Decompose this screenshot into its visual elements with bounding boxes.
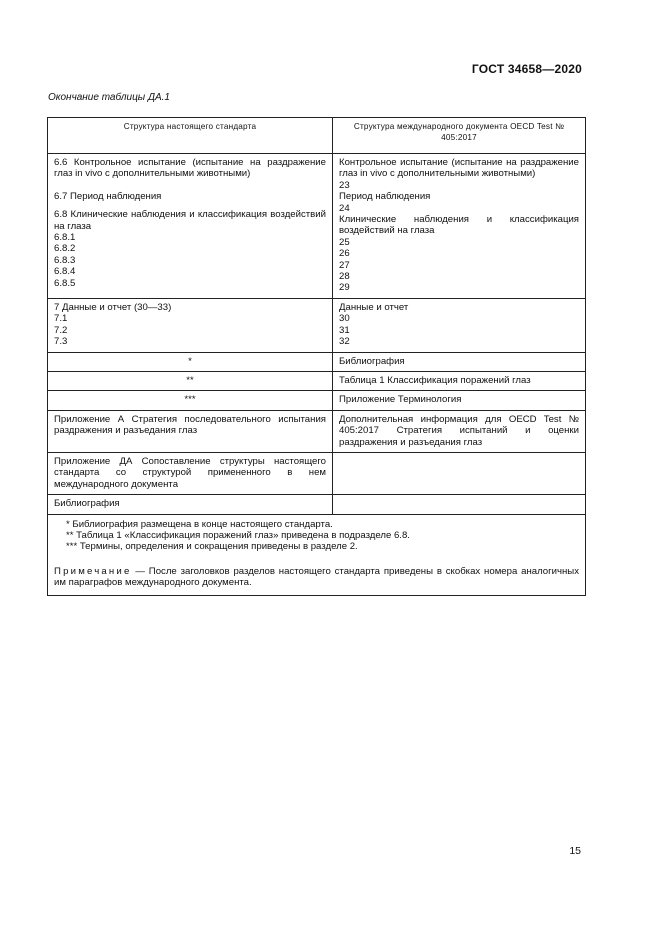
paragraph-number: 24 (339, 202, 350, 214)
section-item: 7.2 (54, 324, 68, 336)
footnote: ** Таблица 1 «Классификация поражений глаз» приведена в подразделе 6.8. (66, 529, 410, 541)
page-number: 15 (569, 845, 581, 857)
paragraph-number: 31 (339, 324, 350, 336)
paragraph-number: 25 (339, 236, 350, 248)
table-row (48, 298, 586, 352)
oecd-clinical-observations: Клинические наблюдения и классификация воздействий на глаза (339, 214, 579, 237)
row6-left-cell: Приложение А Стратегия последовательного испытания раздражения и разъедания глаз (48, 410, 333, 452)
row1-right-cell (333, 154, 586, 299)
row8-left-cell: Библиография (48, 495, 333, 514)
note-label: Примечание (54, 565, 132, 577)
note-text: — После заголовков разделов настоящего стандарта приведены в скобках номера аналогичных им параграфов международного документа. (54, 565, 579, 589)
row1-left-cell (48, 154, 333, 299)
paragraph-number: 29 (339, 282, 350, 294)
section-6-7: 6.7 Период наблюдения (54, 190, 162, 202)
section-item: 6.8.4 (54, 266, 76, 278)
section-item: 6.8.1 (54, 232, 76, 244)
section-item: 6.8.3 (54, 254, 76, 266)
section-item: 6.8.5 (54, 277, 76, 289)
table-row (48, 410, 586, 452)
row2-left-cell (48, 298, 333, 352)
section-6-8: 6.8 Клинические наблюдения и классификация воздействий на глаза (54, 209, 326, 232)
row4-left-cell: ** (48, 371, 333, 390)
row7-right-cell (333, 452, 586, 494)
row5-right-cell: Приложение Терминология (333, 391, 586, 410)
section-6-6: 6.6 Контрольное испытание (испытание на раздражение глаз in vivo с дополнительными животными) (54, 157, 326, 180)
table-note (54, 566, 579, 589)
row8-right-cell (333, 495, 586, 514)
table-row (48, 371, 586, 390)
row3-left-cell: * (48, 352, 333, 371)
footnote: * Библиография размещена в конце настоящего стандарта. (66, 518, 333, 530)
footnote: *** Термины, определения и сокращения приведены в разделе 2. (66, 541, 358, 553)
section-item: 7.1 (54, 313, 68, 325)
row5-left-cell: *** (48, 391, 333, 410)
comparison-table (47, 117, 586, 596)
paragraph-number: 30 (339, 313, 350, 325)
paragraph-number: 28 (339, 271, 350, 283)
paragraph-number: 27 (339, 259, 350, 271)
oecd-control-test: Контрольное испытание (испытание на раздражение глаз in vivo с дополнительными животными) (339, 157, 579, 180)
row7-left-cell: Приложение ДА Сопоставление структуры настоящего стандарта со структурой примененного в нем международного документа (48, 452, 333, 494)
row6-right-cell: Дополнительная информация для OECD Test № 405:2017 Стратегия испытаний и оценки раздражения и разъедания глаз (333, 410, 586, 452)
table-caption: Окончание таблицы ДА.1 (48, 92, 170, 103)
paragraph-number: 26 (339, 248, 350, 260)
oecd-data-report: Данные и отчет (339, 301, 409, 313)
table-row (48, 391, 586, 410)
document-number: ГОСТ 34658—2020 (471, 62, 582, 76)
col2-header: Структура международного документа OECD Test № 405:2017 (333, 118, 586, 154)
paragraph-number: 23 (339, 179, 350, 191)
table-header-row (48, 118, 586, 154)
table-row (48, 352, 586, 371)
oecd-observation-period: Период наблюдения (339, 191, 431, 203)
table-row (48, 154, 586, 299)
section-7: 7 Данные и отчет (30—33) (54, 301, 172, 313)
section-item: 6.8.2 (54, 243, 76, 255)
footnotes-cell (48, 514, 586, 595)
section-item: 7.3 (54, 336, 68, 348)
row4-right-cell: Таблица 1 Классификация поражений глаз (333, 371, 586, 390)
col1-header: Структура настоящего стандарта (48, 118, 333, 154)
table-row (48, 452, 586, 494)
row2-right-cell (333, 298, 586, 352)
paragraph-number: 32 (339, 336, 350, 348)
footnotes-row (48, 514, 586, 595)
table-row (48, 495, 586, 514)
row3-right-cell: Библиография (333, 352, 586, 371)
